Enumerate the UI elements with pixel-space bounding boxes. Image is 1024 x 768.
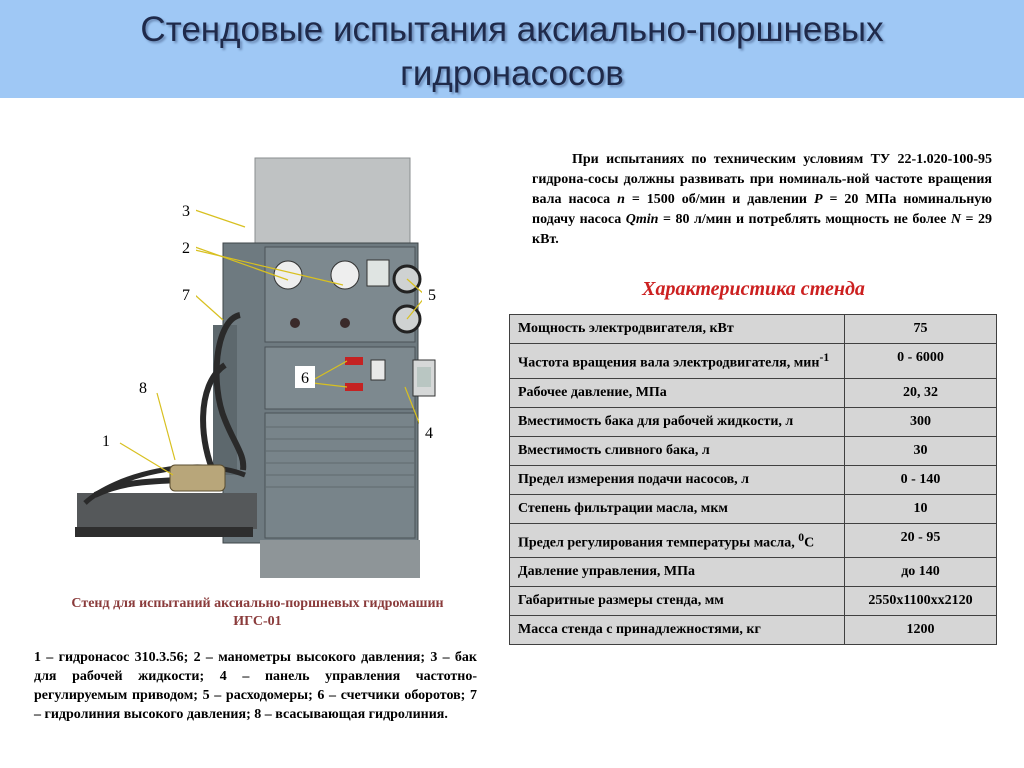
page-title: Стендовые испытания аксиально-поршневых гидронасосов bbox=[140, 10, 884, 93]
photo-legend: 1 – гидронасос 310.3.56; 2 – манометры высокого давления; 3 – бак для рабочей жидкости; 4 – панель управления частотно-регулируемым приводом; 5 – расходомеры; 6 – счетчики оборотов; 7 – гидролиния высокого давления; 8 – всасывающая гидролиния. bbox=[34, 650, 477, 722]
spec-value: 20, 32 bbox=[845, 378, 997, 407]
intro-p-symbol: P bbox=[813, 192, 823, 207]
table-row bbox=[510, 407, 997, 436]
table-row bbox=[510, 436, 997, 465]
drive-control-screen bbox=[417, 367, 431, 387]
title-banner bbox=[0, 0, 1024, 98]
spec-label bbox=[510, 523, 845, 558]
spec-value: 75 bbox=[845, 315, 997, 344]
spec-title: Характеристика стенда bbox=[642, 278, 865, 300]
spec-label-tail: С bbox=[804, 535, 815, 551]
callout-1: 1 bbox=[102, 433, 110, 450]
spec-table bbox=[509, 314, 997, 645]
callout-6: 6 bbox=[301, 370, 309, 387]
spec-value: 300 bbox=[845, 407, 997, 436]
pressure-gauge-left bbox=[274, 261, 302, 289]
control-knob-left bbox=[290, 318, 300, 328]
pump-table-edge bbox=[75, 527, 253, 537]
pressure-gauge-right bbox=[331, 261, 359, 289]
spec-label-sup: -1 bbox=[819, 351, 830, 364]
table-row bbox=[510, 465, 997, 494]
intro-n-cap-symbol: N bbox=[950, 212, 961, 227]
spec-value: 0 - 6000 bbox=[845, 344, 997, 379]
photo-caption: Стенд для испытаний аксиально-поршневых гидромашин ИГС-01 bbox=[71, 596, 444, 629]
spec-label-text: Частота вращения вала электродвигателя, мин bbox=[518, 355, 820, 371]
spec-label: Степень фильтрации масла, мкм bbox=[510, 494, 845, 523]
spec-label: Вместимость сливного бака, л bbox=[510, 436, 845, 465]
table-row bbox=[510, 523, 997, 558]
spec-value: 20 - 95 bbox=[845, 523, 997, 558]
hydraulic-pump bbox=[170, 465, 225, 491]
callout-2: 2 bbox=[182, 240, 190, 257]
display-unit bbox=[367, 260, 389, 286]
spec-value: 2550х1100хх2120 bbox=[845, 587, 997, 616]
spec-value: 0 - 140 bbox=[845, 465, 997, 494]
spec-label: Рабочее давление, МПа bbox=[510, 378, 845, 407]
intro-text-1: При испытаниях по техническим условиям ТУ 22-1.020-100-95 гидрона-сосы должны развивать при номиналь-ной частоте вращения вала насоса bbox=[532, 152, 992, 207]
counter-display-2 bbox=[345, 383, 363, 391]
intro-text-2: = 1500 об/мин и давлении bbox=[624, 192, 814, 207]
spec-label: Масса стенда с принадлежностями, кг bbox=[510, 616, 845, 645]
pump-table-top bbox=[77, 493, 257, 529]
spec-label: Предел измерения подачи насосов, л bbox=[510, 465, 845, 494]
counter-display-1 bbox=[345, 357, 363, 365]
table-row bbox=[510, 494, 997, 523]
spec-label bbox=[510, 344, 845, 379]
callout-8: 8 bbox=[139, 380, 147, 397]
callout-5: 5 bbox=[428, 287, 436, 304]
intro-paragraph bbox=[532, 150, 992, 250]
spec-label: Давление управления, МПа bbox=[510, 558, 845, 587]
intro-q-symbol: Qmin bbox=[625, 212, 659, 227]
spec-value: до 140 bbox=[845, 558, 997, 587]
callout-3: 3 bbox=[182, 203, 190, 220]
table-row bbox=[510, 315, 997, 344]
spec-label-sup: 0 bbox=[798, 530, 805, 544]
spec-label: Габаритные размеры стенда, мм bbox=[510, 587, 845, 616]
intro-text-5: = 29 кВт. bbox=[532, 212, 993, 247]
intro-text-3: = 20 МПа номинальную подачу насоса bbox=[532, 192, 992, 227]
counter-unit bbox=[371, 360, 385, 380]
spec-label-text: Предел регулирования температуры масла, bbox=[518, 535, 799, 551]
spec-value: 1200 bbox=[845, 616, 997, 645]
callout-4: 4 bbox=[425, 425, 433, 442]
cabinet-foot bbox=[260, 540, 420, 578]
table-row bbox=[510, 616, 997, 645]
spec-label: Мощность электродвигателя, кВт bbox=[510, 315, 845, 344]
spec-value: 10 bbox=[845, 494, 997, 523]
spec-value: 30 bbox=[845, 436, 997, 465]
table-row bbox=[510, 378, 997, 407]
test-bench-photo bbox=[75, 155, 453, 580]
counter-panel bbox=[265, 347, 415, 409]
control-knob-right bbox=[340, 318, 350, 328]
callout-7: 7 bbox=[182, 287, 190, 304]
spec-label: Вместимость бака для рабочей жидкости, л bbox=[510, 407, 845, 436]
table-row bbox=[510, 587, 997, 616]
intro-text-4: = 80 л/мин и потреблять мощность не более bbox=[658, 212, 951, 227]
tank-hood bbox=[255, 158, 410, 243]
intro-n-symbol: n bbox=[617, 192, 625, 207]
table-row bbox=[510, 344, 997, 379]
table-row bbox=[510, 558, 997, 587]
